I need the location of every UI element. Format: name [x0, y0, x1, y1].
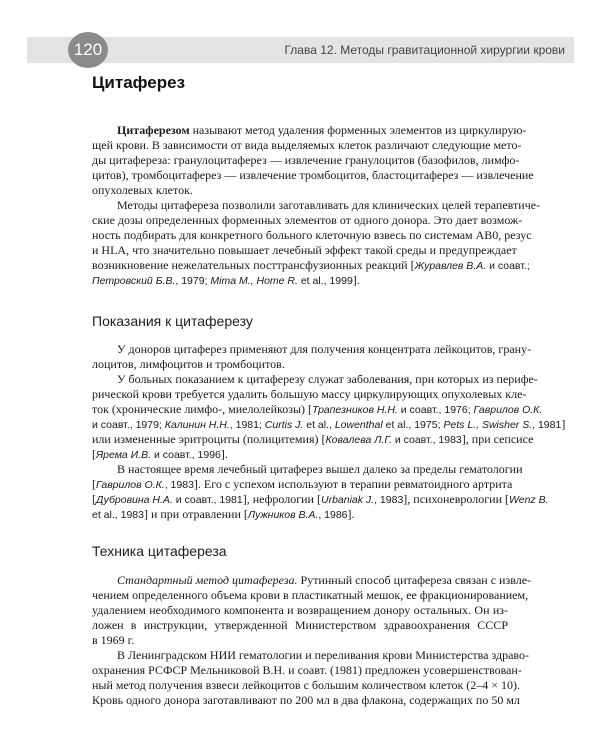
citation-author: Трапезников Н.Н. — [312, 404, 398, 416]
page-number: 120 — [68, 32, 108, 68]
subsection-title-technique: Техника цитафереза — [92, 543, 227, 559]
text-line: ские дозы определенных форменных элементов от одного донора. Это дает возмож- — [92, 213, 523, 227]
text-span: ] и при отравлении [ — [143, 507, 248, 521]
text-span: ], при сепсисе — [461, 432, 534, 446]
citation-text: , 1983 — [374, 494, 404, 506]
text-line — [92, 273, 508, 288]
citation-text: , 1981; — [229, 419, 265, 431]
text-line — [117, 123, 527, 137]
text-line: У доноров цитаферез применяют для получения концентрата лейкоцитов, грану- — [117, 342, 532, 356]
citation-author: Дубровина Н.А. — [96, 494, 173, 506]
citation-author: Ковалева Л.Г. — [325, 434, 392, 446]
text-line: Кровь одного донора заготавливают по 200 мл в два флакона, содержащих по 50 мл — [92, 693, 520, 707]
citation-author: Pets L., Swisher S. — [443, 419, 533, 431]
text-line: и HLA, что значительно повышает лечебный эффект такой среды и предупреждает — [92, 243, 517, 257]
text-line — [92, 432, 534, 447]
text-span: Рутинный способ цитафереза связан с извле- — [297, 573, 532, 587]
citation-author: Калинин Н.Н. — [164, 419, 230, 431]
text-line — [92, 258, 530, 273]
text-span: ]. — [352, 273, 360, 287]
citation-author: Wenz B. — [509, 494, 549, 506]
text-span: ]. — [347, 507, 355, 521]
section-title: Цитаферез — [92, 73, 186, 92]
text-span: [ — [92, 492, 96, 506]
text-span: ]. — [220, 447, 228, 461]
text-line: чением определенного объема крови в пластикатный мешок, ее фракционированием, — [92, 588, 529, 602]
citation-author: Гаврилов О.К. — [96, 479, 165, 491]
text-line: ный метод получения взвеси лейкоцитов с большим количеством клеток (2–4 × 10). — [92, 678, 521, 692]
text-line — [117, 573, 532, 587]
citation-author: Urbaniak J. — [320, 494, 375, 506]
text-line — [92, 507, 508, 522]
text-line: цитов), тромбоцитаферез — извлечение тромбоцитов, бластоцитаферез — извлечение — [92, 168, 534, 182]
text-span: ], нефрологии [ — [242, 492, 321, 506]
citation-author: Lowenthal — [334, 419, 383, 431]
text-line: У больных показанием к цитаферезу служат заболевания, при которых из перифе- — [117, 372, 538, 386]
italic-lead: Стандартный метод цитафереза. — [117, 573, 298, 587]
text-line: ды цитафереза: гранулоцитаферез — извлечение гранулоцитов (базофилов, лимфо- — [92, 153, 520, 167]
citation-text: et al., 1975; — [382, 419, 444, 431]
citation-text: и соавт., 1979; — [92, 419, 165, 431]
bold-term: Цитаферезом — [117, 123, 190, 137]
citation-text: et al., 1983 — [92, 509, 144, 521]
text-line — [92, 417, 566, 432]
text-span: возникновение нежелательных посттрансфузионных реакций [ — [92, 258, 415, 272]
text-span: [ — [92, 447, 96, 461]
running-head: Глава 12. Методы гравитационной хирургии крови — [284, 43, 565, 57]
text-line: ность подбирать для конкретного больного клеточную взвесь по системам АВ0, резус — [92, 228, 532, 242]
citation-author: Mima M., Home R. — [210, 275, 298, 287]
text-line: охранения РСФСР Мельниковой В.Н. и соавт. (1981) предложен усовершенствован- — [92, 663, 522, 677]
text-line: удалением необходимого компонента и возвращением донору остальных. Он из- — [92, 603, 508, 617]
citation-author: Петровский Б.В. — [92, 275, 176, 287]
text-line: В Ленинградском НИИ гематологии и переливания крови Министерства здраво- — [117, 648, 530, 662]
citation-text: et al., 1999 — [297, 275, 353, 287]
citation-text: и соавт.; — [486, 260, 530, 272]
citation-text: , 1983 — [164, 479, 194, 491]
text-line — [92, 402, 543, 417]
text-line: щей крови. В зависимости от вида выделяемых клеток различают следующие мето- — [92, 138, 522, 152]
text-line: ложен в инструкции, утвержденной Министерством здравоохранения СССР — [92, 618, 508, 632]
citation-text: , 1986 — [318, 509, 348, 521]
text-line: в 1969 г. — [92, 633, 135, 647]
citation-author: Гаврилов О.К. — [473, 404, 543, 416]
text-line — [92, 477, 513, 492]
text-span: [ — [92, 477, 96, 491]
text-span: ], психоневрологии [ — [403, 492, 510, 506]
citation-text: и соавт., 1976; — [397, 404, 474, 416]
citation-text: , 1981 — [532, 419, 562, 431]
citation-text: et al., — [303, 419, 335, 431]
text-span: ] — [561, 417, 566, 431]
text-span: ток (хронические лимфо-, миелолейкозы) [ — [92, 402, 313, 416]
subsection-title-indications: Показания к цитаферезу — [92, 313, 253, 329]
citation-author: Ярема И.В. — [96, 449, 152, 461]
text-span: или измененные эритроциты (полицитемия) [ — [92, 432, 326, 446]
citation-author: Лужников В.А. — [247, 509, 319, 521]
citation-author: Curtis J. — [264, 419, 304, 431]
text-line: Методы цитафереза позволили заготавливать для клинических целей терапевтиче- — [117, 198, 541, 212]
citation-text: и соавт., 1996 — [151, 449, 221, 461]
text-line — [92, 447, 508, 462]
citation-text: и соавт., 1981 — [172, 494, 243, 506]
text-line: опухолевых клеток. — [92, 183, 193, 197]
citation-text: , 1979; — [175, 275, 211, 287]
citation-text: и соавт., 1983 — [391, 434, 462, 446]
citation-author: Журавлев В.А. — [414, 260, 487, 272]
text-span: называют метод удаления форменных элементов из циркулирую- — [189, 123, 527, 137]
text-line — [92, 492, 549, 507]
text-span: ]. Его с успехом используют в терапии ревматоидного артрита — [193, 477, 513, 491]
text-line: В настоящее время лечебный цитаферез вышел далеко за пределы гематологии — [117, 462, 523, 476]
text-line: лоцитов, лимфоцитов и тромбоцитов. — [92, 357, 285, 371]
text-line: рической крови требуется удалить большую массу циркулирующих опухолевых кле- — [92, 387, 527, 401]
